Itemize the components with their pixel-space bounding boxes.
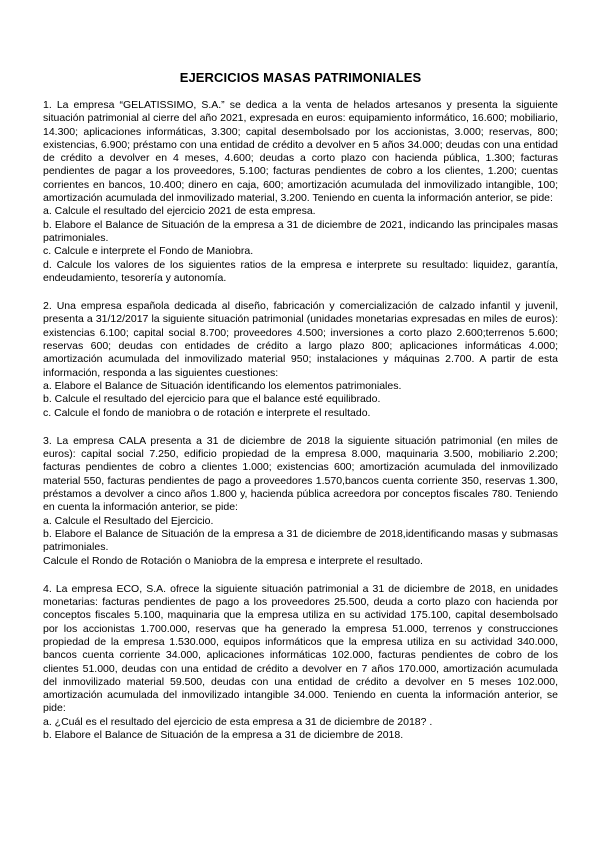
- exercise-4-statement: 4. La empresa ECO, S.A. ofrece la siguiente situación patrimonial a 31 de diciembre de 2018, en unidades monetarias: facturas pendientes de pago a los proveedores 25.500, deuda a corto plazo con hacienda por conceptos fiscales 5.100, maquinaria que la empresa utiliza en su actividad 175.100, capital desembolsado por los accionistas 1.700.000, reservas que ha generado la empresa 51.000, terrenos y construcciones propiedad de la empresa 1.530.000, equipos informáticos que la empresa utiliza en su actividad 340.000, bancos cuenta corriente 34.000, aplicaciones informáticas 102.000, facturas pendientes de cobro de los clientes 51.000, deudas con una entidad de crédito a devolver en 7 años 170.000, amortización acumulada del inmovilizado material 59.500, deudas con una entidad de crédito a devolver en 5 meses 102.000, amortización acumulada del inmovilizado intangible 34.000. Teniendo en cuenta la información anterior, se pide:: [43, 582, 558, 715]
- exercise-3-item-b: b. Elabore el Balance de Situación de la empresa a 31 de diciembre de 2018,identificando masas y submasas patrimoniales.: [43, 527, 558, 554]
- exercise-2-item-c: c. Calcule el fondo de maniobra o de rotación e interprete el resultado.: [43, 406, 371, 419]
- exercise-1-item-a: a. Calcule el resultado del ejercicio 2021 de esta empresa.: [43, 205, 316, 218]
- exercise-3-item-c: Calcule el Rondo de Rotación o Maniobra de la empresa e interprete el resultado.: [43, 554, 423, 567]
- exercise-3-statement: 3. La empresa CALA presenta a 31 de diciembre de 2018 la siguiente situación patrimonial (en miles de euros): capital social 7.250, edificio propiedad de la empresa 8.000, maquinaria 3.500, mobiliario 2.200; facturas pendientes de cobro a clientes 1.000; existencias 600; amortización acumulada del inmovilizado material 550, facturas pendientes de pago a proveedores 1.570,bancos cuenta corriente 350, reservas 1.300, préstamos a devolver a cinco años 1.800 y, hacienda pública acreedora por conceptos fiscales 780. Teniendo en cuenta la información anterior, se pide:: [43, 434, 558, 514]
- exercise-3-item-a: a. Calcule el Resultado del Ejercicio.: [43, 514, 214, 527]
- exercise-3: [43, 435, 558, 568]
- exercise-1-item-d: d. Calcule los valores de los siguientes ratios de la empresa e interprete su resultado: liquidez, garantía, endeudamiento, tesorería y autonomía.: [43, 258, 558, 284]
- exercise-1-item-c: c. Calcule e interprete el Fondo de Maniobra.: [43, 245, 254, 258]
- exercise-1-statement: 1. La empresa “GELATISSIMO, S.A.” se dedica a la venta de helados artesanos y presenta la siguiente situación patrimonial al cierre del año 2021, expresada en euros: equipamiento informático, 16.600; mobiliario, 14.300; aplicaciones informáticas, 3.300; capital desembolsado por los accionistas, 3.000; reservas, 800; existencias, 6.900; préstamo con una entidad de crédito a devolver en 5 años 34.000; deudas con una entidad de crédito a devolver en 4 meses, 4.600; deudas a corto plazo con hacienda pública, 1.300; facturas pendientes de pagar a los proveedores, 5.100; facturas pendientes de cobro a los clientes, 1.200; cuentas corrientes en bancos, 10.400; dinero en caja, 600; amortización acumulada del inmovilizado intangible, 100; amortización acumulada del inmovilizado material, 3.200. Teniendo en cuenta la información anterior, se pide:: [43, 99, 558, 205]
- exercise-2-item-a: a. Elabore el Balance de Situación identificando los elementos patrimoniales.: [43, 379, 402, 392]
- page-title: EJERCICIOS MASAS PATRIMONIALES: [179, 70, 422, 85]
- exercise-1: [43, 99, 558, 285]
- exercise-2-statement: 2. Una empresa española dedicada al diseño, fabricación y comercialización de calzado infantil y juvenil, presenta a 31/12/2017 la siguiente situación patrimonial (unidades monetarias expresadas en miles de euros): existencias 6.100; capital social 8.700; proveedores 4.500; inversiones a corto plazo 2.600;terrenos 5.600; reservas 600; deudas con entidades de crédito a largo plazo 800; aplicaciones informáticas 4.000; amortización acumulada del inmovilizado material 950; instalaciones y máquinas 2.700. A partir de esta información, responda a las siguientes cuestiones:: [43, 300, 558, 379]
- exercise-1-item-b: b. Elabore el Balance de Situación de la empresa a 31 de diciembre de 2021, indicando las principales masas patrimoniales.: [43, 218, 558, 244]
- exercise-2: [43, 300, 558, 420]
- exercise-2-item-b: b. Calcule el resultado del ejercicio para que el balance esté equilibrado.: [43, 393, 381, 406]
- exercise-4-item-a: a. ¿Cuál es el resultado del ejercicio de esta empresa a 31 de diciembre de 2018? .: [43, 715, 433, 728]
- exercise-4: [43, 583, 558, 743]
- document-page: [43, 70, 558, 757]
- exercise-4-item-b: b. Elabore el Balance de Situación de la empresa a 31 de diciembre de 2018.: [43, 729, 404, 742]
